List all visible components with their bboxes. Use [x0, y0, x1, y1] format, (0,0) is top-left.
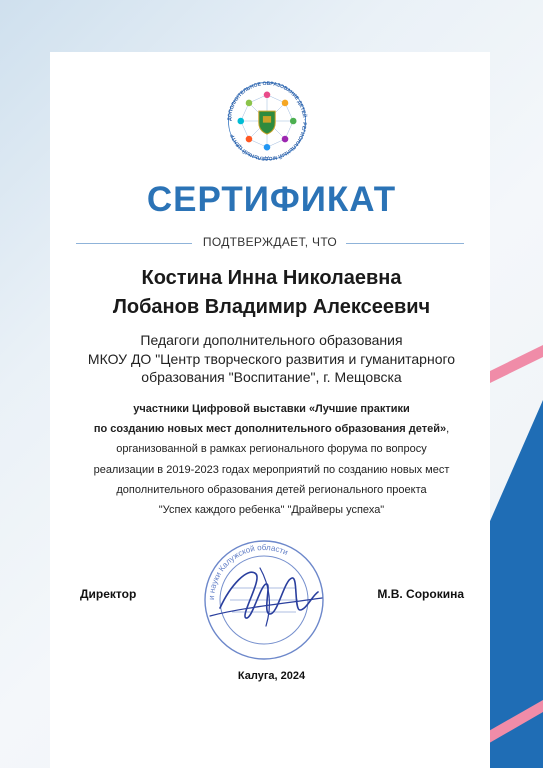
participation-line: организованной в рамках регионального форума по вопросу: [116, 443, 427, 456]
recipient-name: Костина Инна Николаевна: [141, 267, 402, 289]
participation-line: [0, 419, 543, 439]
stamp-ring-text: и науки Калужской области: [206, 542, 290, 601]
role-line: образования "Воспитание", г. Мещовска: [141, 369, 402, 385]
certificate-title: СЕРТИФИКАТ: [146, 180, 397, 219]
role-line: МКОУ ДО "Центр творческого развития и гуманитарного: [87, 350, 456, 367]
city-year: Калуга, 2024: [237, 670, 306, 682]
participation-text: [0, 399, 543, 520]
confirm-text: ПОДТВЕРЖДАЕТ, ЧТО: [202, 235, 338, 249]
confirm-row: [76, 235, 464, 251]
recipient-name: Лобанов Владимир Алексеевич: [112, 296, 431, 318]
regional-center-logo: [226, 80, 308, 162]
role-line: Педагоги дополнительного образования: [140, 332, 403, 348]
director-name: М.В. Сорокина: [377, 587, 464, 601]
participation-suffix: ,: [446, 423, 450, 436]
participation-line: "Успех каждого ребенка" "Драйверы успеха": [158, 504, 385, 517]
director-signature: [200, 556, 330, 636]
participation-line: дополнительного образования детей регионального проекта: [116, 483, 427, 496]
logo-ring-text: ДОПОЛНИТЕЛЬНОЕ ОБРАЗОВАНИЕ ДЕТЕЙ · РЕГИОНАЛЬНЫЙ МОДЕЛЬНЫЙ ЦЕНТР: [226, 80, 308, 162]
recipient-role: [0, 331, 543, 387]
participation-bold-text: по созданию новых мест дополнительного образования детей»: [93, 423, 447, 436]
director-label: Директор: [80, 587, 137, 601]
participation-line: реализации в 2019-2023 годах мероприятий по созданию новых мест: [93, 463, 450, 476]
participation-line: участники Цифровой выставки «Лучшие практики: [133, 403, 410, 415]
recipient-names: [0, 264, 543, 322]
divider-right: [346, 243, 464, 244]
